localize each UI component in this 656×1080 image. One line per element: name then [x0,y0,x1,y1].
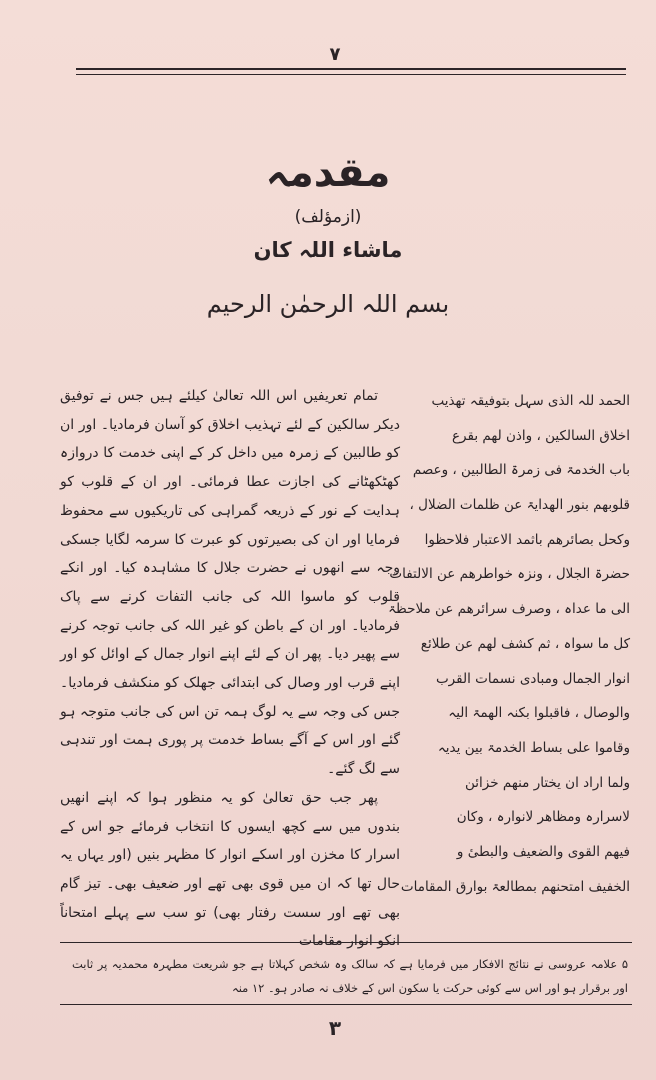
arabic-line: الخفیف امتحنھم بمطالعۃ بوارق المقامات [400,878,630,895]
arabic-line: باب الخدمۃ فی زمرۃ الطالبین ، وعصم [412,462,630,479]
page-subtitle: (ازمؤلف) [294,207,362,227]
arabic-line: لاسرارہ ومظاھر لانوارہ ، وکان [456,809,630,826]
arabic-text-column [388,384,630,904]
arabic-line: حضرۃ الجلال ، ونزہ خواطرھم عن الالتفات [389,566,630,583]
arabic-line: انوار الجمال ومبادی نسمات القرب [435,670,630,687]
arabic-line: اخلاق السالکین ، واذن لھم بقرع [452,427,630,444]
header-rule-thin [76,74,626,75]
arabic-line: فیھم القوی والضعیف والبطیٔ و [456,843,630,860]
footer-rule [60,1004,632,1005]
header-rule-thick [76,68,626,70]
top-page-number: ۷ [329,44,341,65]
arabic-line: الی ما عداہ ، وصرف سرائرھم عن ملاحظۃ [388,601,630,618]
arabic-line: قلوبھم بنور الھدایۃ عن ظلمات الضلال ، [409,497,630,514]
footnote: ۵ علامہ عروسی نے نتائج الافکار میں فرمایا ہے کہ سالک وہ شخص کہلاتا ہے جو شریعت مطہرہ محمدیہ پر ثابت اور برقرار ہو اور اس سے کوئی حرکت یا سکون اس کے خلاف نہ صادر ہو۔ ۱۲ منہ [72,957,628,995]
urdu-paragraph-2: پھر جب حق تعالیٰ کو یہ منظور ہوا کہ اپنے انھیں بندوں میں سے کچھ ایسوں کا انتخاب فرمائے جو اس کے اسرار کا مخزن اور اسکے انوار کا مظہر بنیں (اور یہاں یہ حال تھا کہ ان میں قوی بھی تھے اور ضعیف بھی۔ تیز گام بھی تھے اور سست رفتار بھی) تو سب سے پہلے امتحاناً انکو انوار مقامات [60,789,400,950]
page-title: مقدمہ [265,150,391,196]
arabic-line: والوصال ، فاقبلوا بکنہ الھمۃ الیہ [448,705,630,722]
arabic-line: ولما اراد ان یختار منھم خزائن [465,774,630,791]
arabic-line: وکحل بصائرھم باثمد الاعتبار فلاحظوا [424,531,630,548]
mashallah-line: ماشاء اللہ کان [253,238,403,262]
urdu-paragraph-1: تمام تعریفیں اس اللہ تعالیٰ کیلئے ہیں جس نے توفیق دیکر سالکین کے لئے تہذیب اخلاق کو آسان فرمادیا۔ اور ان کو طالبین کے زمرہ میں داخل کر کے اپنی خدمت کا دروازہ کھٹکھٹانے کی اجازت عطا فرمائی۔ اور ان کے قلوب کو ہدایت کے نور کے ذریعہ گمراہی کی تاریکیوں سے محفوظ فرمایا اور ان کی بصیرتوں کو عبرت کا سرمہ لگایا جسکی وجہ سے انھوں نے حضرت جلال کا مشاہدہ کیا۔ اور انکے قلوب کو ماسوا اللہ کی جانب التفات کرنے سے پاک فرمادیا۔ اور ان کے باطن کو غیر اللہ کی جانب توجہ کرنے سے پھیر دیا۔ پھر ان کے لئے اپنے انوار جمال کے اوائل کو اور اپنے قرب اور وصال کی ابتدائی جھلک کو منکشف فرمادیا۔ جس کی وجہ سے یہ لوگ ہمہ تن اس کی جانب متوجہ ہو گئے اور اس کے آگے بساط خدمت پر پوری ہمت اور تندہی سے لگ گئے۔ [60,388,400,778]
arabic-line: کل ما سواہ ، ثم کشف لھم عن طلائع [420,635,630,652]
urdu-translation-column [60,382,400,956]
bottom-page-number: ۳ [328,1016,342,1040]
arabic-line: الحمد للہ الذی سہل بتوفیقہ تھذیب [431,393,630,409]
bismillah-line: بسم اللہ الرحمٰن الرحیم [206,290,450,318]
arabic-line: وقاموا علی بساط الخدمۃ بین یدیہ [437,739,630,756]
footnote-separator [60,942,632,943]
